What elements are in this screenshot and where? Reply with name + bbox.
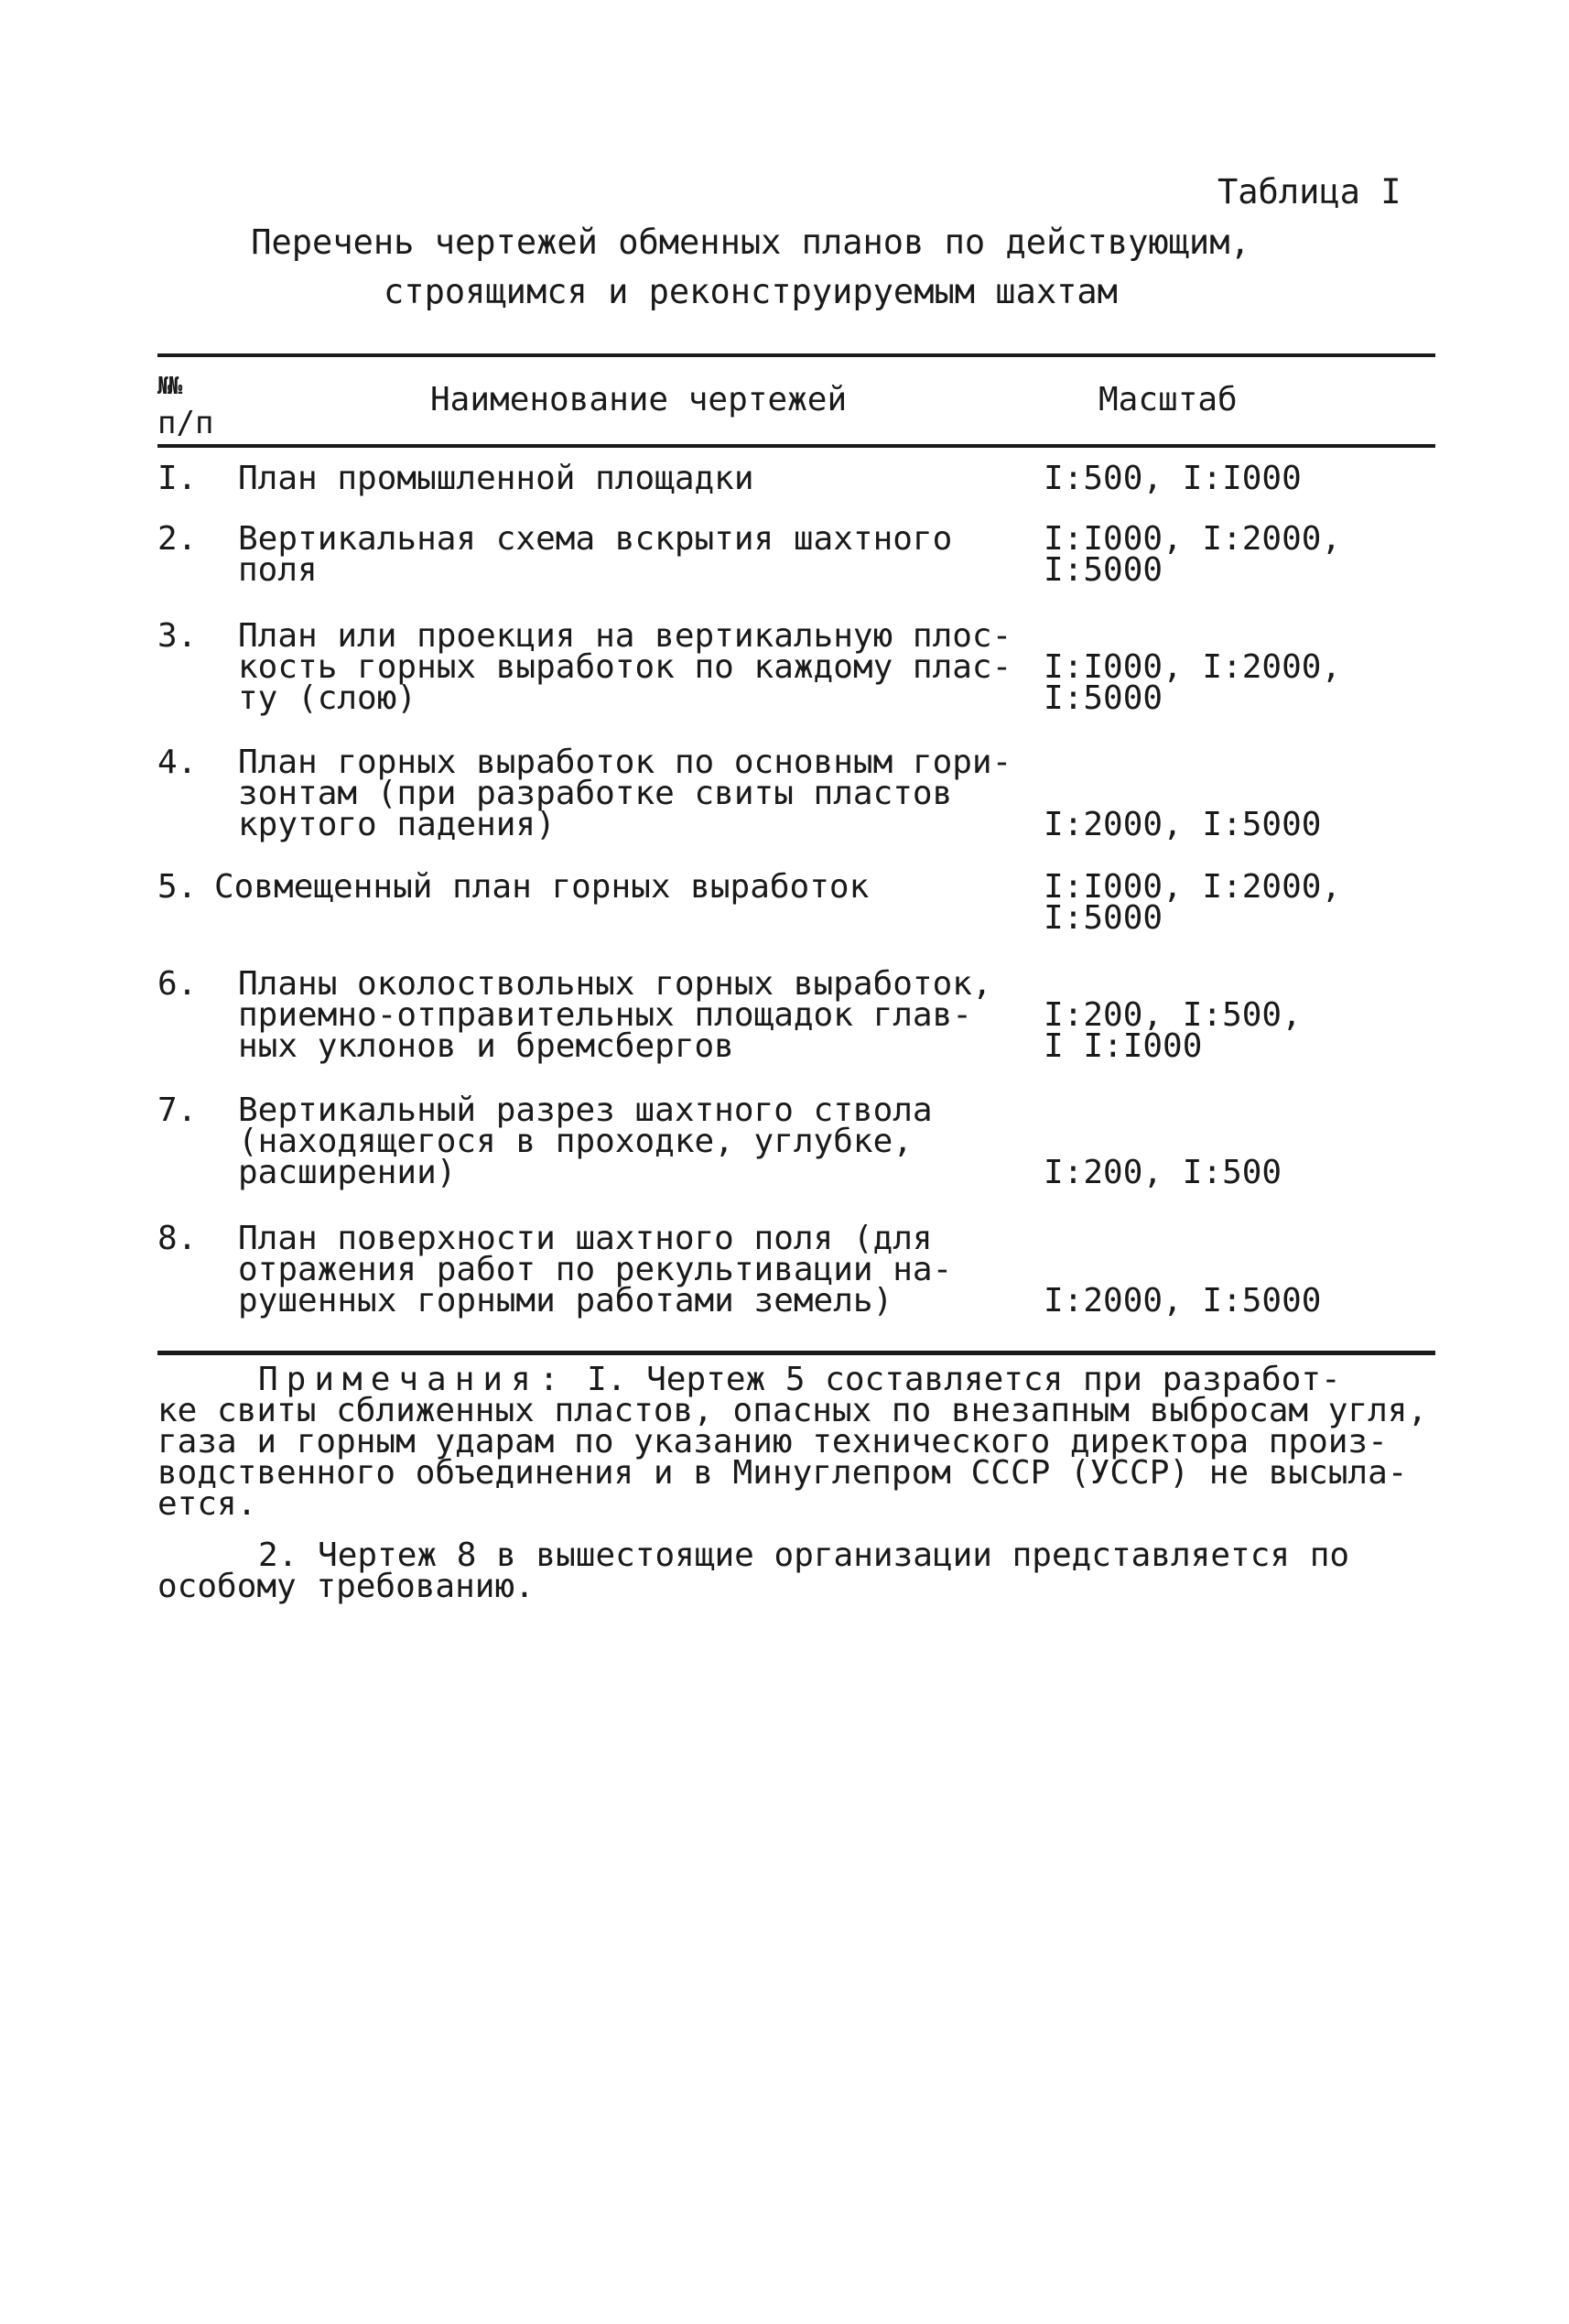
note-1-text: I. Чертеж 5 составляется при разработ- ке свиты сближенных пластов, опасных по внезапным выбросам угля, газа и горным ударам по указанию технического директора произ- водственного объединения и в Минуглепром СССР (УССР) не высыла- ется. (157, 1361, 1428, 1523)
table-top-rule (157, 353, 1435, 357)
row-name: План поверхности шахтного поля (для отражения работ по рекультивации на- рушенных горными работами земель) (238, 1220, 953, 1319)
row-name: Вертикальный разрез шахтного ствола (находящегося в проходке, углубке, расширении) (238, 1091, 933, 1191)
header-name-column: Наименование чертежей (430, 381, 848, 418)
table-title-line-1: Перечень чертежей обменных планов по действующим, (251, 223, 1250, 262)
row-name: План промышленной площадки (238, 460, 754, 497)
row-number: 8. (157, 1220, 198, 1257)
notes-section (157, 1361, 1448, 1605)
header-number-symbol: №№ (157, 373, 179, 400)
row-number: 5. (157, 868, 198, 906)
note-1 (157, 1361, 1448, 1523)
note-2: 2. Чертеж 8 в вышестоящие организации представляется по особому требованию. (157, 1537, 1350, 1605)
row-number: 4. (157, 744, 198, 781)
table-bottom-rule (157, 1351, 1435, 1355)
row-number: 6. (157, 965, 198, 1003)
row-scale: I:200, I:500 (1044, 1154, 1282, 1191)
table-title (220, 218, 1282, 317)
row-name: План горных выработок по основным гори- зонтам (при разработке свиты пластов крутого падения) (238, 744, 1012, 843)
row-name: Вертикальная схема вскрытия шахтного поля (238, 520, 953, 589)
table-title-line-2: строящимся и реконструируемым шахтам (384, 272, 1118, 311)
row-number: 3. (157, 617, 198, 655)
row-scale: I:2000, I:5000 (1044, 806, 1322, 843)
row-scale: I:I000, I:2000, I:5000 (1044, 520, 1342, 589)
header-scale-column: Масштаб (1098, 381, 1238, 418)
header-number-label: п/п (157, 405, 214, 441)
row-number: 2. (157, 520, 198, 558)
row-number: I. (157, 460, 198, 497)
row-scale: I:500, I:I000 (1044, 460, 1302, 497)
row-name: План или проекция на вертикальную плос- кость горных выработок по каждому плас- ту (слою) (238, 617, 1012, 717)
notes-label: Примечания: (258, 1361, 568, 1398)
row-name: Планы околоствольных горных выработок, приемно-отправительных площадок глав- ных уклонов и бремсбергов (238, 965, 992, 1065)
table-header-rule (157, 444, 1435, 448)
table-label: Таблица I (1217, 172, 1401, 212)
row-scale: I:2000, I:5000 (1044, 1282, 1322, 1319)
row-scale: I:200, I:500, I I:I000 (1044, 996, 1302, 1065)
row-scale: I:I000, I:2000, I:5000 (1044, 648, 1342, 717)
row-number: 7. (157, 1091, 198, 1129)
row-scale: I:I000, I:2000, I:5000 (1044, 868, 1342, 937)
row-name: Совмещенный план горных выработок (214, 868, 870, 906)
header-number-column (157, 368, 213, 441)
